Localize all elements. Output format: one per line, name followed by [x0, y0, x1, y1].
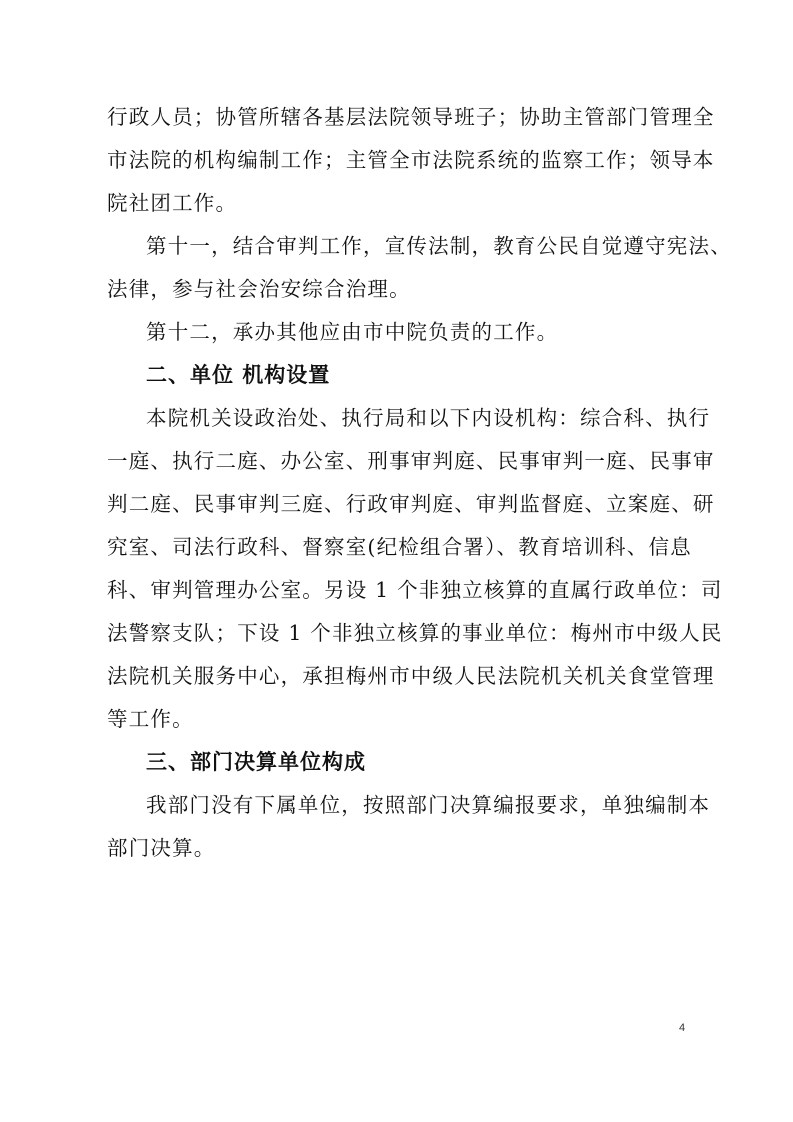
section-heading-budget-units: 三、部门决算单位构成 [146, 750, 366, 774]
text-line: 行政人员；协管所辖各基层法院领导班子；协助主管部门管理全 [107, 105, 715, 129]
text-line: 本院机关设政治处、执行局和以下内设机构：综合科、执行 [146, 406, 711, 430]
text-line: 判二庭、民事审判三庭、行政审判庭、审判监督庭、立案庭、研 [107, 492, 715, 516]
text-line: 一庭、执行二庭、办公室、刑事审判庭、民事审判一庭、民事审 [107, 449, 715, 473]
paragraph-duties-continued [107, 96, 715, 225]
text-line: 第十一，结合审判工作，宣传法制，教育公民自觉遵守宪法、 [146, 234, 732, 258]
paragraph-item-eleven [107, 225, 732, 311]
text-line: 第十二，承办其他应由市中院负责的工作。 [146, 320, 559, 344]
text-line: 法警察支队；下设 1 个非独立核算的事业单位：梅州市中级人民 [107, 621, 723, 645]
text-line: 科、审判管理办公室。另设 1 个非独立核算的直属行政单位：司 [107, 578, 723, 602]
paragraph-organization [107, 397, 723, 741]
text-line: 院社团工作。 [107, 191, 238, 215]
page-number: 4 [679, 1022, 686, 1034]
paragraph-item-twelve [107, 311, 695, 354]
text-line: 法院机关服务中心，承担梅州市中级人民法院机关机关食堂管理 [107, 664, 715, 688]
paragraph-budget-units [107, 784, 711, 870]
text-line: 等工作。 [107, 707, 194, 731]
section-heading-organization: 二、单位 机构设置 [146, 363, 331, 387]
text-line: 法律，参与社会治安综合治理。 [107, 277, 411, 301]
text-line: 我部门没有下属单位，按照部门决算编报要求，单独编制本 [146, 793, 711, 817]
text-line: 市法院的机构编制工作；主管全市法院系统的监察工作；领导本 [107, 148, 715, 172]
document-body [107, 96, 732, 870]
text-line: 部门决算。 [107, 836, 216, 860]
text-line: 究室、司法行政科、督察室(纪检组合署）、教育培训科、信息 [107, 535, 692, 559]
